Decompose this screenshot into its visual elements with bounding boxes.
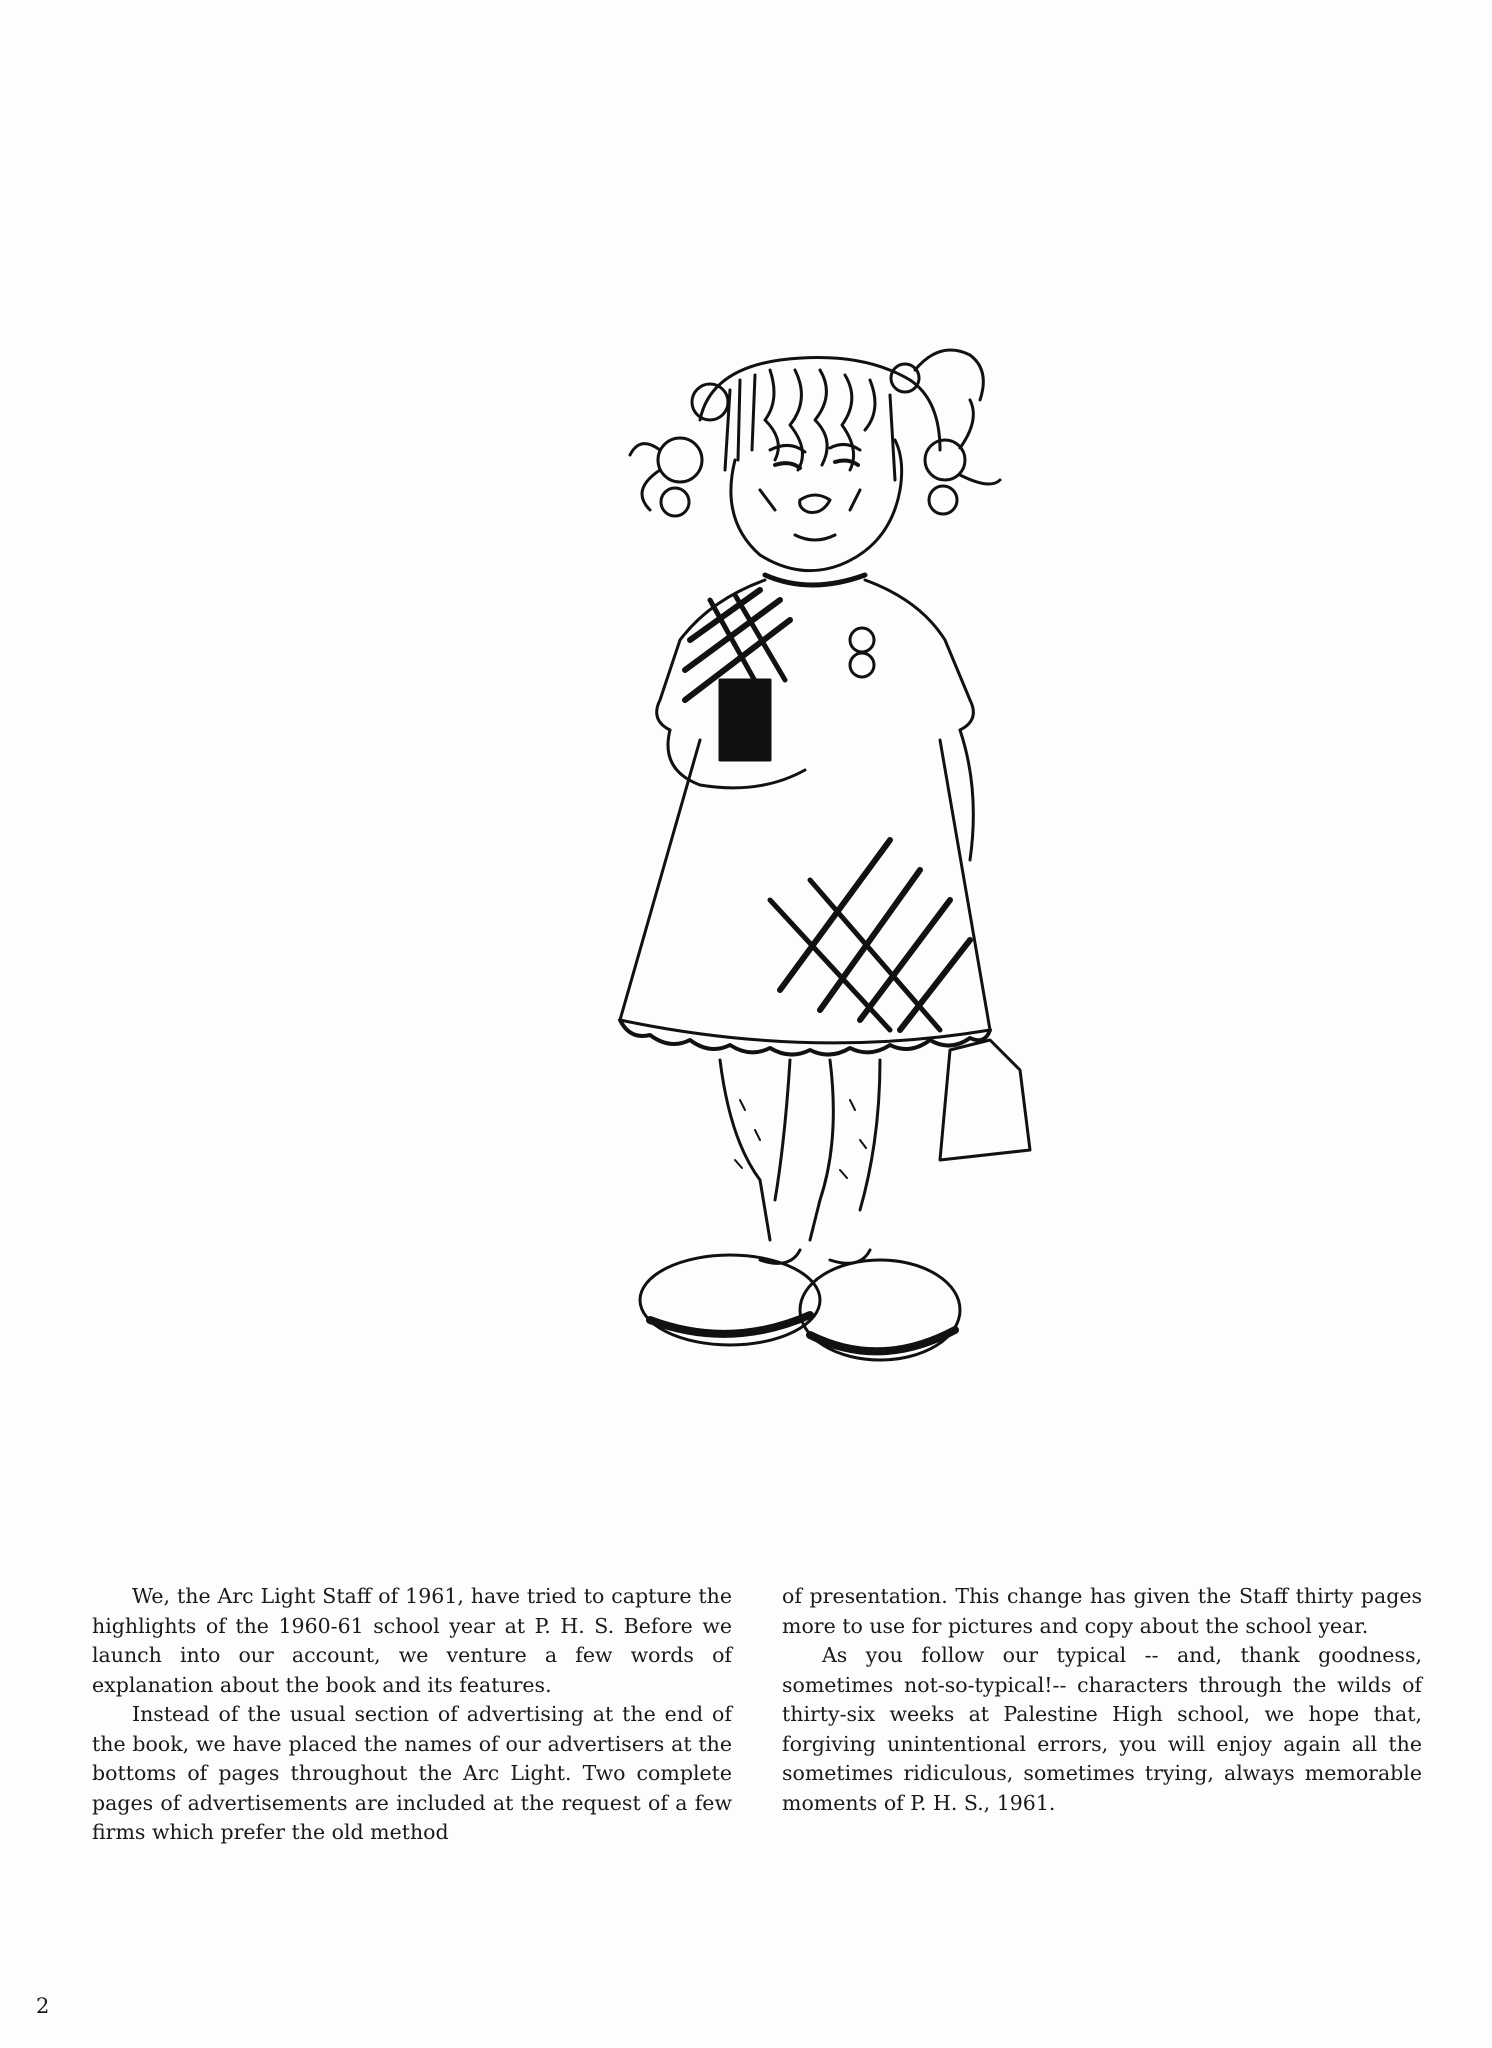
- page-number: 2: [36, 1994, 50, 2018]
- intro-text: [92, 1582, 1422, 1848]
- paragraph: We, the Arc Light Staff of 1961, have tried to capture the highlights of the 1960-61 school year at P. H. S. Before we launch into our account, we venture a few words of explanation about the book and its features.: [92, 1584, 732, 1697]
- paragraph: of presentation. This change has given the Staff thirty pages more to use for pictures and copy about the school year.: [782, 1584, 1422, 1638]
- text-column-left: [92, 1582, 732, 1848]
- text-column-right: [782, 1582, 1422, 1848]
- paragraph: As you follow our typical -- and, thank goodness, sometimes not-so-typical!-- characters through the wilds of thirty-six weeks at Palestine High school, we hope that, forgiving unintentional errors, you will enjoy again all the sometimes ridiculous, sometimes trying, always memorable moments of P. H. S., 1961.: [782, 1643, 1422, 1815]
- girl-cartoon-illustration: [560, 340, 1060, 1380]
- paragraph: Instead of the usual section of advertising at the end of the book, we have placed the names of our advertisers at the bottoms of pages throughout the Arc Light. Two complete pages of advertisements are included at the request of a few firms which prefer the old method: [92, 1702, 732, 1844]
